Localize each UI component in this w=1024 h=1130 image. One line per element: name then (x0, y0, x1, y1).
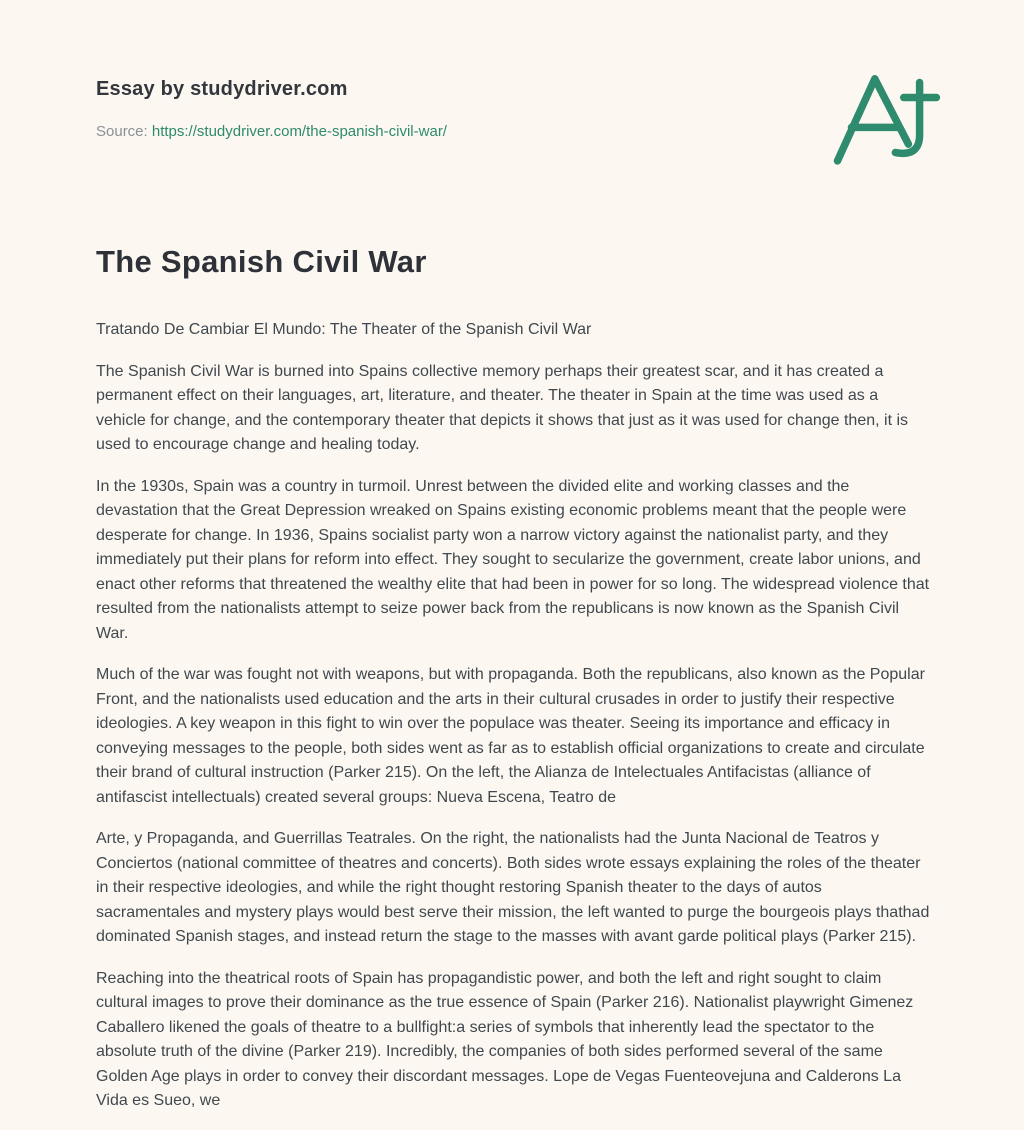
essay-content (96, 318, 930, 1114)
source-line (96, 123, 930, 140)
studydriver-logo-icon (830, 70, 942, 166)
page-header (96, 78, 930, 140)
source-label: Source: (96, 123, 148, 140)
essay-paragraph: The Spanish Civil War is burned into Spains collective memory perhaps their greatest scar, and it has created a permanent effect on their languages, art, literature, and theater. The theater in Spain at the time was used as a vehicle for change, and the contemporary theater that depicts it shows that just as it was used for change then, it is used to encourage change and healing today. (96, 362, 909, 453)
essay-paragraph: Arte, y Propaganda, and Guerrillas Teatrales. On the right, the nationalists had the Junta Nacional de Teatros y Conciertos (national committee of theatres and concerts). Both sides wrote essays explaining the roles of the theater in their respective ideologies, and while the right thought restoring Spanish theater to the days of autos sacramentales and mystery plays would best serve their mission, the left wanted to purge the bourgeois plays thathad dominated Spanish stages, and instead return the stage to the masses with avant garde political plays (Parker 215). (96, 830, 930, 945)
essay-paragraph: In the 1930s, Spain was a country in turmoil. Unrest between the divided elite and working classes and the devastation that the Great Depression wreaked on Spains existing economic problems meant that the people were desperate for change. In 1936, Spains socialist party won a narrow victory against the nationalist party, and they immediately put their plans for reform into effect. They sought to secularize the government, create labor unions, and enact other reforms that threatened the wealthy elite that had been in power for so long. The widespread violence that resulted from the nationalists attempt to seize power back from the republicans is now known as the Spanish Civil War. (96, 477, 930, 642)
essay-paragraph: Reaching into the theatrical roots of Spain has propagandistic power, and both the left and right sought to claim cultural images to prove their dominance as the true essence of Spain (Parker 216). Nationalist playwright Gimenez Caballero likened the goals of theatre to a bullfight:a series of symbols that inherently lead the spectator to the absolute truth of the divine (Parker 219). Incredibly, the companies of both sides performed several of the same Golden Age plays in order to convey their discordant messages. Lope de Vegas Fuenteovejuna and Calderons La Vida es Sueo, we (96, 969, 914, 1109)
essay-by-line: Essay by studydriver.com (96, 78, 348, 100)
essay-subtitle: Tratando De Cambiar El Mundo: The Theater of the Spanish Civil War (96, 321, 592, 338)
essay-paragraph: Much of the war was fought not with weapons, but with propaganda. Both the republicans, also known as the Popular Front, and the nationalists used education and the arts in their cultural crusades in order to justify their respective ideologies. A key weapon in this fight to win over the populace was theater. Seeing its importance and efficacy in conveying messages to the people, both sides went as far as to establish official organizations to create and circulate their brand of cultural instruction (Parker 215). On the left, the Alianza de Intelectuales Antifacistas (alliance of antifascist intellectuals) created several groups: Nueva Escena, Teatro de (96, 666, 925, 806)
page-title: The Spanish Civil War (96, 244, 427, 279)
source-url-link[interactable]: https://studydriver.com/the-spanish-civil-war/ (151, 123, 447, 140)
